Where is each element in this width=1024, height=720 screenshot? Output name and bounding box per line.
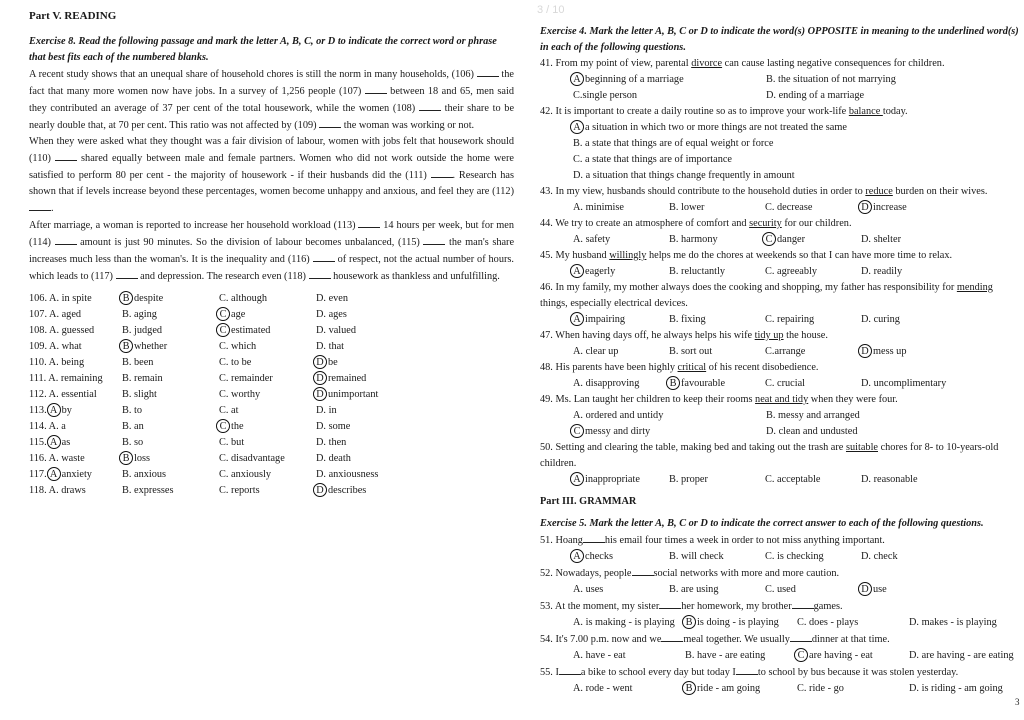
paragraph-1: A recent study shows that an unequal share of household chores is still the norm in many households, (106) the fact that many more women now have jobs. In a survey of 1,256 people (107) between 18 and 65, men said they contributed an average of 37 per cent of the total housework, while the women (108) their share to be nearly double that, at 70 per cent. This ratio was not affected by (109) the woman was working or not.	[29, 66, 514, 134]
answer-blank[interactable]	[559, 664, 581, 675]
answer-circle: A	[570, 72, 584, 86]
answer-blank[interactable]	[659, 598, 681, 609]
options-row	[540, 408, 1022, 424]
question-stem: 47. When having days off, he always helps his wife tidy up the house.	[540, 330, 828, 341]
option-d[interactable]: D. is riding - am going	[909, 683, 1003, 694]
option-row-106: 106. A. in spite B despite C. although D. even	[29, 293, 349, 304]
option-row-116: 116. A. waste B loss C. disadvantage D. death	[29, 453, 351, 464]
option-c[interactable]: C. repairing	[765, 314, 815, 325]
options-row	[540, 582, 1022, 598]
question-stem: 44. We try to create an atmosphere of comfort and security for our children.	[540, 218, 852, 229]
answer-circle: B	[119, 339, 133, 353]
options-row	[540, 88, 1022, 104]
option-d[interactable]: D. ending of a marriage	[766, 90, 865, 101]
blank-118[interactable]	[309, 268, 331, 279]
options-row	[540, 136, 1022, 152]
option-c[interactable]: C danger	[765, 232, 861, 248]
option-d[interactable]: D. a situation that things change frequently in amount	[573, 170, 795, 181]
answer-circle: B	[119, 291, 133, 305]
option-c[interactable]: C. agreeably	[765, 266, 818, 277]
option-d[interactable]: D. curing	[861, 314, 900, 325]
question-52	[540, 565, 1022, 598]
question-44	[540, 216, 1022, 248]
option-a[interactable]: A. minimise	[573, 202, 624, 213]
answer-circle: A	[570, 264, 584, 278]
question-51	[540, 532, 1022, 565]
answer-circle: B	[119, 451, 133, 465]
option-d[interactable]: D. are having - are eating	[909, 650, 1014, 661]
question-stem: 53. At the moment, my sister her homework, my brother games.	[540, 598, 1022, 615]
answer-circle: D	[313, 387, 327, 401]
question-stem: 48. His parents have been highly critical of his recent disobedience.	[540, 362, 819, 373]
left-column	[29, 34, 514, 499]
option-a[interactable]: A. clear up	[573, 346, 619, 357]
answer-circle: B	[682, 615, 696, 629]
answer-circle: A	[47, 435, 61, 449]
option-d[interactable]: D mess up	[861, 344, 957, 360]
option-a[interactable]: A. safety	[573, 234, 611, 245]
answer-circle: D	[313, 371, 327, 385]
option-d[interactable]: D. check	[861, 551, 898, 562]
options-row	[540, 344, 1022, 360]
question-53	[540, 598, 1022, 631]
question-stem: 46. In my family, my mother always does the cooking and shopping, my father has responsibility for mending things, especially electrical devices.	[540, 282, 993, 309]
option-b[interactable]: B ride - am going	[685, 681, 797, 697]
option-c[interactable]: C. is checking	[765, 551, 824, 562]
answer-circle: D	[858, 200, 872, 214]
option-a[interactable]: A. rode - went	[573, 683, 633, 694]
option-b[interactable]: B. have - are eating	[685, 650, 766, 661]
option-b[interactable]: B. proper	[669, 474, 708, 485]
option-row-114: 114. A. a B. an C the D. some	[29, 421, 351, 432]
options-row	[540, 168, 1022, 184]
option-row-110: 110. A. being B. been C. to be D be	[29, 357, 338, 368]
option-c[interactable]: C. ride - go	[797, 683, 844, 694]
option-a[interactable]: A inappropriate	[573, 472, 669, 488]
exercise-4-title: Exercise 4. Mark the letter A, B, C or D to indicate the word(s) OPPOSITE in meaning to the underlined word(s) in each of the following questions.	[540, 26, 1019, 53]
blank-111[interactable]	[431, 167, 453, 178]
options-row	[540, 472, 1022, 488]
option-a[interactable]: A. ordered and untidy	[573, 410, 664, 421]
option-a[interactable]: A beginning of a marriage	[573, 72, 766, 88]
options-row	[540, 424, 1022, 440]
option-b[interactable]: B. reluctantly	[669, 266, 726, 277]
question-stem: 50. Setting and clearing the table, making bed and taking out the trash are suitable chores for 8- to 10-years-old children.	[540, 442, 999, 469]
option-d[interactable]: D use	[861, 582, 957, 598]
answer-blank[interactable]	[792, 598, 814, 609]
options-row	[540, 152, 1022, 168]
option-c[interactable]: C. a state that things are of importance	[573, 154, 732, 165]
option-d[interactable]: D. readily	[861, 266, 903, 277]
answer-circle: D	[313, 355, 327, 369]
answer-circle: A	[570, 472, 584, 486]
answer-options-table	[29, 291, 416, 499]
options-row	[540, 615, 1022, 631]
option-c[interactable]: C. does - plays	[797, 617, 859, 628]
option-a[interactable]: A. is making - is playing	[573, 617, 675, 628]
options-row	[540, 264, 1022, 280]
option-b[interactable]: B. lower	[669, 202, 705, 213]
exercise-8-title: Exercise 8. Read the following passage and mark the letter A, B, C, or D to indicate the correct word or phrase that best fits each of the numbered blanks.	[29, 36, 497, 63]
blank-115[interactable]	[423, 234, 445, 245]
question-54	[540, 631, 1022, 664]
option-row-107: 107. A. aged B. aging C age D. ages	[29, 309, 347, 320]
answer-blank[interactable]	[583, 532, 605, 543]
answer-circle: A	[47, 403, 61, 417]
question-41	[540, 56, 1022, 104]
question-42	[540, 104, 1022, 184]
option-a[interactable]: A eagerly	[573, 264, 669, 280]
answer-circle: C	[216, 323, 230, 337]
option-row-111: 111. A. remaining B. remain C. remainder D remained	[29, 373, 367, 384]
option-row-117: 117. A anxiety B. anxious C. anxiously D. anxiousness	[29, 469, 379, 480]
options-row	[540, 200, 1022, 216]
answer-circle: C	[762, 232, 776, 246]
options-row	[540, 312, 1022, 328]
answer-circle: D	[313, 483, 327, 497]
grammar-questions	[540, 532, 1022, 697]
question-stem: 45. My husband willingly helps me do the chores at weekends so that I can have more time to relax.	[540, 250, 953, 261]
option-a[interactable]: A. disapproving	[573, 378, 640, 389]
answer-circle: A	[47, 467, 61, 481]
options-row	[540, 376, 1022, 392]
answer-blank[interactable]	[632, 565, 654, 576]
question-stem: 54. It's 7.00 p.m. now and we meal together. We usually dinner at that time.	[540, 631, 1022, 648]
question-47	[540, 328, 1022, 360]
options-row	[540, 72, 1022, 88]
option-c[interactable]: C. decrease	[765, 202, 813, 213]
question-stem: 42. It is important to create a daily routine so as to improve your work-life balance today.	[540, 106, 908, 117]
option-b[interactable]: B. messy and arranged	[766, 410, 860, 421]
question-stem: 41. From my point of view, parental divorce can cause lasting negative consequences for children.	[540, 58, 945, 69]
options-row	[540, 681, 1022, 697]
question-stem: 52. Nowadays, people social networks with more and more caution.	[540, 565, 1022, 582]
option-row-109: 109. A. what B whether C. which D. that	[29, 341, 345, 352]
blank-106[interactable]	[477, 66, 499, 77]
option-a[interactable]: A a situation in which two or more things are not treated the same	[573, 120, 669, 136]
answer-circle: D	[858, 582, 872, 596]
option-c[interactable]: C are having - eat	[797, 648, 909, 664]
answer-circle: A	[570, 549, 584, 563]
option-b[interactable]: B. fixing	[669, 314, 706, 325]
option-row-108: 108. A. guessed B. judged C estimated D. valued	[29, 325, 357, 336]
answer-circle: C	[216, 307, 230, 321]
option-row-112: 112. A. essential B. slight C. worthy D unimportant	[29, 389, 379, 400]
answer-blank[interactable]	[736, 664, 758, 675]
answer-circle: B	[666, 376, 680, 390]
option-c[interactable]: C.single person	[573, 90, 638, 101]
question-49	[540, 392, 1022, 440]
option-b[interactable]: B. a state that things are of equal weight or force	[573, 138, 774, 149]
option-d[interactable]: D. uncomplimentary	[861, 378, 947, 389]
answer-circle: A	[570, 312, 584, 326]
question-48	[540, 360, 1022, 392]
exercise-5-title: Exercise 5. Mark the letter A, B, C or D to indicate the correct answer to each of the following questions.	[540, 518, 984, 529]
option-b[interactable]: B is doing - is playing	[685, 615, 797, 631]
answer-circle: D	[858, 344, 872, 358]
page-corner-mark: 3	[1015, 697, 1020, 707]
option-b[interactable]: B. the situation of not marrying	[766, 74, 896, 85]
blank-109[interactable]	[319, 117, 341, 128]
answer-blank[interactable]	[790, 631, 812, 642]
question-stem: 55. I a bike to school every day but today I to school by bus because it was stolen yesterday.	[540, 664, 1022, 681]
paragraph-2: When they were asked what they thought was a fair division of labour, women with jobs felt that housework should (110) shared equally between male and female partners. Women who did not work outside the home were satisfied to perform 80 per cent - the majority of housework - if their husbands did the (111) . Research has shown that if levels increase beyond these percentages, women become unhappy and anxious, and feel they are (112) .	[29, 136, 514, 214]
option-c[interactable]: C. used	[765, 584, 796, 595]
opposite-questions	[540, 56, 1022, 488]
blank-117[interactable]	[116, 268, 138, 279]
blank-116[interactable]	[313, 251, 335, 262]
option-c[interactable]: C messy and dirty	[573, 424, 766, 440]
reading-passage	[29, 66, 514, 285]
right-column	[540, 24, 1022, 697]
question-55	[540, 664, 1022, 697]
options-row	[540, 549, 1022, 565]
blank-114[interactable]	[55, 234, 77, 245]
option-d[interactable]: D. shelter	[861, 234, 902, 245]
page-indicator: 3 / 10	[537, 4, 565, 16]
question-46	[540, 280, 1022, 328]
blank-107[interactable]	[365, 83, 387, 94]
option-d[interactable]: D increase	[861, 200, 957, 216]
option-c[interactable]: C. crucial	[765, 378, 806, 389]
options-row	[540, 120, 1022, 136]
question-50	[540, 440, 1022, 488]
answer-blank[interactable]	[661, 631, 683, 642]
option-d[interactable]: D. clean and undusted	[766, 426, 858, 437]
option-b[interactable]: B. are using	[669, 584, 719, 595]
question-43	[540, 184, 1022, 216]
options-row	[540, 648, 1022, 664]
question-stem: 51. Hoang his email four times a week in order to not miss anything important.	[540, 532, 1022, 549]
option-d[interactable]: D. reasonable	[861, 474, 918, 485]
option-c[interactable]: C. acceptable	[765, 474, 821, 485]
paragraph-3: After marriage, a woman is reported to increase her household workload (113) 14 hours per week, but for men (114) amount is just 90 minutes. So the division of labour becomes unbalanced, (115) the man's share increases much less than the woman's. It is the inequality and (116) of respect, not the actual number of hours. which leads to (117) and depression. The research even (118) housework as thankless and unfulfilling.	[29, 217, 514, 285]
question-45	[540, 248, 1022, 280]
blank-113[interactable]	[358, 217, 380, 228]
option-a[interactable]: A checks	[573, 549, 669, 565]
answer-circle: C	[570, 424, 584, 438]
part-3-title: Part III. GRAMMAR	[540, 496, 637, 507]
option-d[interactable]: D. makes - is playing	[909, 617, 997, 628]
answer-circle: A	[570, 120, 584, 134]
answer-circle: B	[682, 681, 696, 695]
blank-108[interactable]	[419, 100, 441, 111]
option-a[interactable]: A. uses	[573, 584, 604, 595]
option-a[interactable]: A. have - eat	[573, 650, 626, 661]
option-row-118: 118. A. draws B. expresses C. reports D describes	[29, 485, 367, 496]
blank-110[interactable]	[55, 150, 77, 161]
option-b[interactable]: B favourable	[669, 376, 765, 392]
options-row	[540, 232, 1022, 248]
blank-112[interactable]	[29, 200, 51, 211]
question-stem: 43. In my view, husbands should contribute to the household duties in order to reduce burden on their wives.	[540, 186, 988, 197]
option-b[interactable]: B. harmony	[669, 234, 718, 245]
answer-circle: C	[794, 648, 808, 662]
option-row-115: 115. A as B. so C. but D. then	[29, 437, 347, 448]
option-b[interactable]: B. sort out	[669, 346, 713, 357]
part-title: Part V. READING	[29, 10, 117, 22]
option-c[interactable]: C.arrange	[765, 346, 806, 357]
question-stem: 49. Ms. Lan taught her children to keep their rooms neat and tidy when they were four.	[540, 394, 898, 405]
option-b[interactable]: B. will check	[669, 551, 724, 562]
option-row-113: 113. A by B. to C. at D. in	[29, 405, 337, 416]
answer-circle: C	[216, 419, 230, 433]
option-a[interactable]: A impairing	[573, 312, 669, 328]
